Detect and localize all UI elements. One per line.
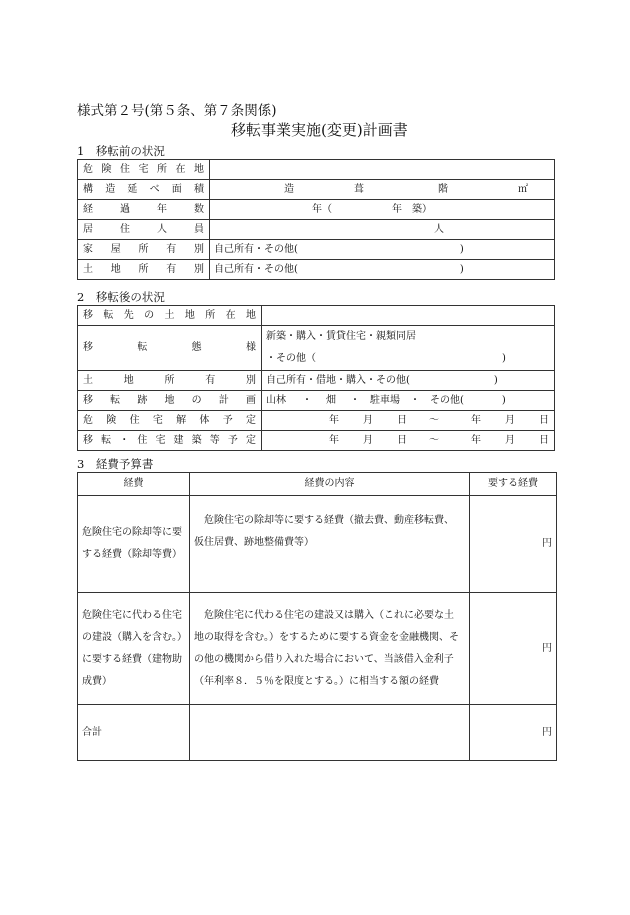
s2-row-mode [78, 326, 555, 371]
s1-address-value[interactable] [210, 160, 555, 180]
form-number: 様式第２号(第５条、第７条関係) [77, 103, 277, 119]
s1-address-label: 危険住宅所在地 [78, 160, 210, 180]
budget-col-content: 経費の内容 [190, 473, 470, 496]
s2-demolition-y1: 年 [329, 414, 339, 426]
s2-construction-y2: 年 [471, 434, 481, 446]
budget-removal-name-line2: する経費（除却等費） [82, 549, 182, 560]
budget-removal-content-line1: 危険住宅の除却等に要する経費（撤去費、動産移転費、 [194, 515, 454, 526]
s1-row-age [78, 200, 555, 220]
s2-demolition-value[interactable] [262, 411, 555, 431]
s2-old-site-sep2: ・ [350, 394, 360, 406]
s1-residents-label: 居住人員 [78, 220, 210, 240]
s2-demolition-d1: 日 [397, 414, 407, 426]
s1-structure-value[interactable] [210, 180, 555, 200]
s2-old-site-opt-forest: 山林 [266, 394, 286, 406]
budget-col-amount: 要する経費 [470, 473, 557, 496]
s2-row-land-owner [78, 371, 555, 391]
s1-structure-floors: 階 [438, 183, 448, 195]
s1-structure-label: 構造延べ面積 [78, 180, 210, 200]
budget-row-removal [78, 496, 557, 593]
s2-old-site-opt-other: その他( [430, 394, 464, 406]
s2-construction-d1: 日 [397, 434, 407, 446]
budget-building-name-line1: 危険住宅に代わる住宅 [82, 609, 182, 621]
budget-total-content [190, 705, 470, 761]
s2-mode-line1: 新築・購入・賃貸住宅・親類同居 [266, 331, 416, 342]
s2-mode-value[interactable] [262, 326, 555, 371]
s2-construction-label: 移転・住宅建築等予定 [78, 431, 262, 451]
s2-mode-line2: ・その他（ [266, 353, 316, 364]
s2-construction-m1: 月 [363, 434, 373, 446]
s1-row-land-owner [78, 260, 555, 280]
s1-house-owner-close: ) [459, 243, 464, 255]
s1-age-year: 年（ [312, 203, 332, 215]
s1-structure-unit: ㎡ [518, 183, 528, 195]
s2-land-owner-close: ) [493, 374, 498, 386]
section2-table [77, 305, 555, 451]
s1-row-address [78, 160, 555, 180]
s2-mode-label: 移転態様 [78, 326, 262, 371]
s1-residents-unit: 人 [434, 223, 444, 235]
budget-total-unit: 円 [542, 726, 552, 738]
budget-building-content-line3: の他の機関から借り入れた場合において、当該借入金利子 [194, 653, 454, 665]
s2-old-site-close: ) [501, 394, 506, 406]
s2-row-old-site [78, 391, 555, 411]
s2-row-construction [78, 431, 555, 451]
document-title: 移転事業実施(変更)計画書 [231, 121, 408, 139]
s2-old-site-value[interactable] [262, 391, 555, 411]
budget-row-total [78, 705, 557, 761]
s2-construction-tilde: 〜 [429, 434, 439, 446]
section1-table [77, 159, 555, 280]
s2-demolition-m1: 月 [363, 414, 373, 426]
s1-house-owner-label: 家屋所有別 [78, 240, 210, 260]
s2-construction-d2: 日 [539, 434, 549, 446]
s2-demolition-m2: 月 [505, 414, 515, 426]
s2-old-site-sep3: ・ [410, 394, 420, 406]
s2-demolition-tilde: 〜 [429, 414, 439, 426]
section3-heading: 3 経費予算書 [77, 457, 154, 471]
s1-row-structure [78, 180, 555, 200]
s2-demolition-label: 危険住宅解体予定 [78, 411, 262, 431]
budget-removal-unit: 円 [542, 538, 552, 549]
budget-removal-content-line2: 仮住居費、跡地整備費等） [194, 537, 314, 548]
s2-destination-value[interactable] [262, 306, 555, 326]
s1-row-residents [78, 220, 555, 240]
s2-old-site-sep1: ・ [302, 394, 312, 406]
s2-construction-m2: 月 [505, 434, 515, 446]
s1-age-value[interactable] [210, 200, 555, 220]
s1-land-owner-close: ) [459, 263, 464, 275]
budget-row-building [78, 593, 557, 705]
budget-building-name-line3: に要する経費（建物助 [82, 653, 182, 665]
s2-demolition-y2: 年 [471, 414, 481, 426]
budget-building-content [190, 593, 470, 705]
s1-house-owner-value[interactable] [210, 240, 555, 260]
budget-total-amount[interactable] [470, 705, 557, 761]
s1-age-label: 経過年数 [78, 200, 210, 220]
s2-land-owner-text: 自己所有・借地・購入・その他( [266, 374, 410, 386]
s2-land-owner-value[interactable] [262, 371, 555, 391]
budget-building-content-line4: （年利率８．５％を限度とする。）に相当する額の経費 [194, 675, 439, 687]
s2-mode-close: ) [502, 353, 506, 364]
s2-construction-y1: 年 [329, 434, 339, 446]
s2-row-demolition [78, 411, 555, 431]
s2-destination-label: 移転先の土地所在地 [78, 306, 262, 326]
budget-total-name: 合計 [78, 705, 190, 761]
s2-row-destination [78, 306, 555, 326]
s1-land-owner-text: 自己所有・その他( [214, 263, 298, 275]
s1-structure-zo: 造 [284, 183, 294, 195]
s2-demolition-d2: 日 [539, 414, 549, 426]
s1-land-owner-label: 土地所有別 [78, 260, 210, 280]
s2-old-site-opt-field: 畑 [326, 394, 336, 406]
s2-old-site-label: 移転跡地の計画 [78, 391, 262, 411]
budget-building-unit: 円 [542, 642, 552, 654]
s1-land-owner-value[interactable] [210, 260, 555, 280]
s1-house-owner-text: 自己所有・その他( [214, 243, 298, 255]
budget-building-name-line2: の建設（購入を含む。） [82, 631, 187, 643]
budget-building-name [78, 593, 190, 705]
budget-building-content-line2: 地の取得を含む。）をするために要する資金を金融機関、そ [194, 631, 459, 643]
section1-heading: 1 移転前の状況 [77, 144, 165, 158]
s2-construction-value[interactable] [262, 431, 555, 451]
budget-table [77, 472, 557, 761]
section2-heading: 2 移転後の状況 [77, 290, 165, 304]
s1-row-house-owner [78, 240, 555, 260]
s1-structure-roof: 葺 [354, 183, 364, 195]
budget-header-row [78, 473, 557, 496]
budget-building-content-line1: 危険住宅に代わる住宅の建設又は購入（これに必要な土 [194, 609, 454, 621]
s1-age-built: 年 築） [392, 203, 432, 215]
budget-building-name-line4: 成費） [82, 675, 112, 687]
s2-old-site-opt-parking: 駐車場 [370, 394, 400, 406]
budget-removal-amount[interactable] [470, 496, 557, 593]
budget-removal-name-line1: 危険住宅の除却等に要 [82, 527, 182, 538]
budget-col-expense: 経費 [78, 473, 190, 496]
s1-residents-value[interactable] [210, 220, 555, 240]
s2-land-owner-label: 土地所有別 [78, 371, 262, 391]
budget-removal-name [78, 496, 190, 593]
budget-removal-content [190, 496, 470, 593]
budget-building-amount[interactable] [470, 593, 557, 705]
